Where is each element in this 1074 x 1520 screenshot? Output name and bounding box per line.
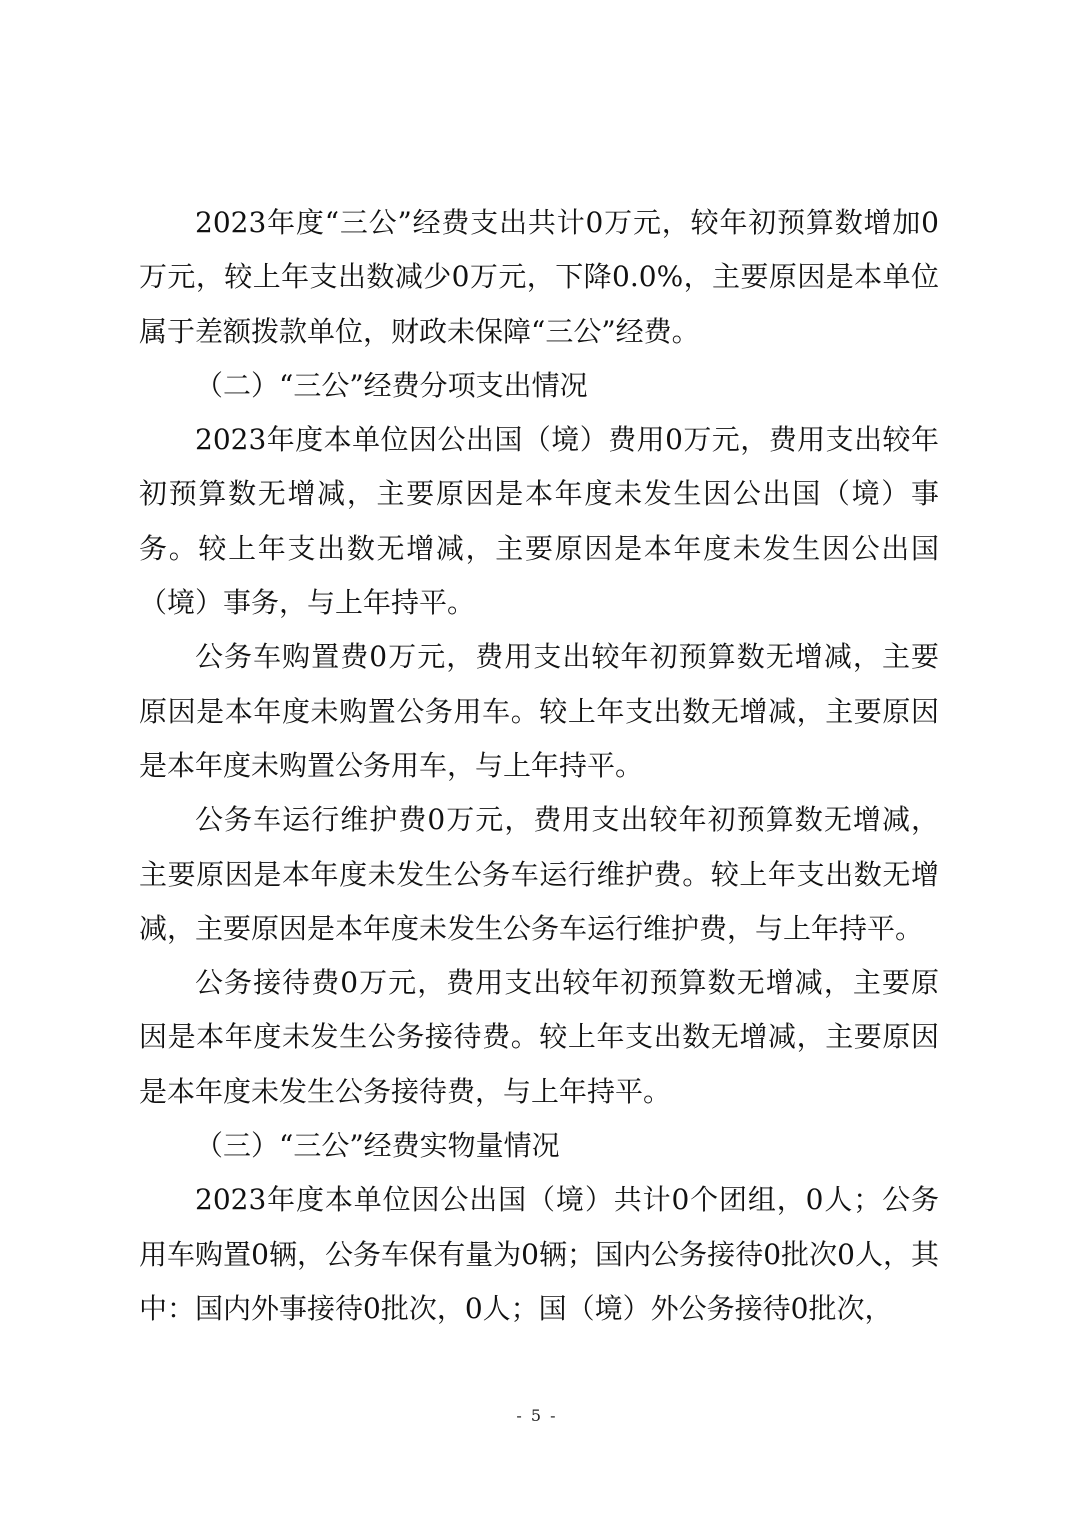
section-heading-itemized: （二）“三公”经费分项支出情况 <box>195 368 588 402</box>
paragraph-reception: 公务接待费0万元，费用支出较年初预算数无增减，主要原因是本年度未发生公务接待费。较上年支出数无增减，主要原因是本年度未发生公务接待费，与上年持平。 <box>139 966 939 1108</box>
paragraph-overseas-travel: 2023年度本单位因公出国（境）费用0万元，费用支出较年初预算数无增减，主要原因是本年度未发生因公出国（境）事务。较上年支出数无增减，主要原因是本年度未发生因公出国（境）事务，与上年持平。 <box>139 423 939 620</box>
page-number: - 5 - <box>516 1406 558 1425</box>
paragraph-vehicle-maintenance: 公务车运行维护费0万元，费用支出较年初预算数无增减，主要原因是本年度未发生公务车运行维护费。较上年支出数无增减，主要原因是本年度未发生公务车运行维护费，与上年持平。 <box>139 803 939 945</box>
document-body <box>139 196 939 1336</box>
paragraph-physical-quantity: 2023年度本单位因公出国（境）共计0个团组，0人；公务用车购置0辆，公务车保有量为0辆；国内公务接待0批次0人，其中：国内外事接待0批次，0人；国（境）外公务接待0批次， <box>139 1183 939 1325</box>
paragraph-vehicle-purchase: 公务车购置费0万元，费用支出较年初预算数无增减，主要原因是本年度未购置公务用车。较上年支出数无增减，主要原因是本年度未购置公务用车，与上年持平。 <box>139 640 939 782</box>
paragraph-summary: 2023年度“三公”经费支出共计0万元，较年初预算数增加0万元，较上年支出数减少0万元，下降0.0%，主要原因是本单位属于差额拨款单位，财政未保障“三公”经费。 <box>139 206 939 348</box>
section-heading-physical-quantity: （三）“三公”经费实物量情况 <box>195 1129 560 1163</box>
